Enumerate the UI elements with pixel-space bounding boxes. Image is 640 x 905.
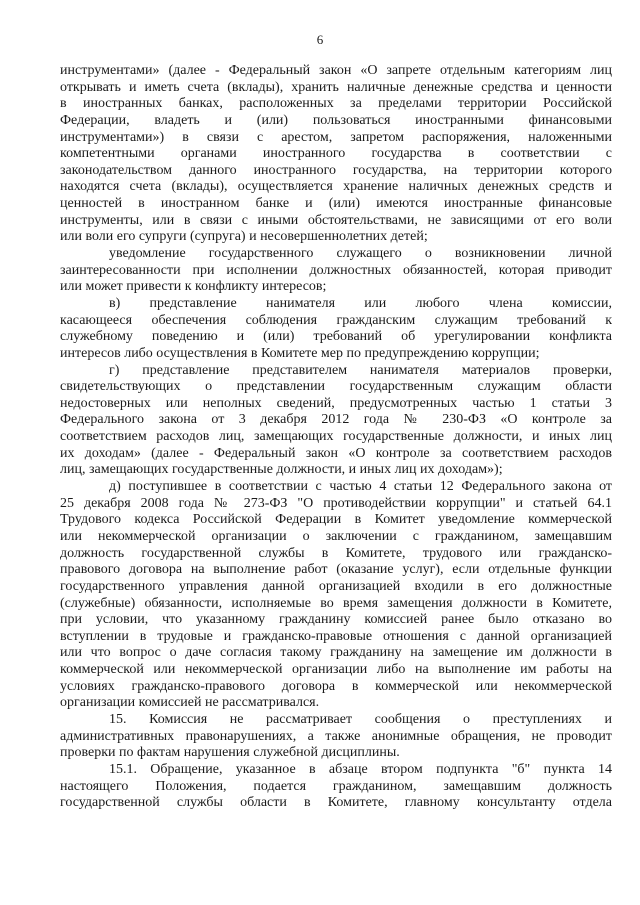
- text-line: 15. Комиссия не рассматривает сообщения о преступлениях и: [109, 711, 612, 727]
- text-line: или воли его супруги (супруга) и несовершеннолетних детей;: [60, 229, 428, 245]
- text-line: ценностей в иностранном банке и (или) имеются иностранные финансовые: [60, 196, 612, 212]
- text-line: недостоверных или неполных сведений, предусмотренных частью 1 статьи 3: [60, 395, 612, 411]
- text-line: д) поступившее в соответствии с частью 4 статьи 12 Федерального закона от: [109, 479, 612, 495]
- text-line: или может привести к конфликту интересов;: [60, 279, 327, 295]
- text-line: инструменты, или в связи с иными обстоятельствами, не зависящими от его воли: [60, 212, 612, 228]
- text-line: компетентными органами иностранного государства в соответствии с: [60, 146, 612, 162]
- text-line: свидетельствующих о представлении государственным служащим области: [60, 379, 612, 395]
- text-line: государственной службы области в Комитете, главному консультанту отдела: [60, 795, 612, 811]
- text-line: находятся счета (вклады), осуществляется хранение наличных денежных средств и: [60, 179, 612, 195]
- paragraph-p3: [60, 296, 612, 363]
- text-line: служебному поведению и (или) требований об урегулировании конфликта: [60, 329, 612, 345]
- text-line: уведомление государственного служащего о возникновении личной: [109, 246, 612, 262]
- text-line: или некоммерческой организации о заключении с гражданином, замещавшим: [60, 528, 612, 544]
- text-line: настоящего Положения, подается гражданином, замещавшим должность: [60, 778, 612, 794]
- text-line: г) представление представителем нанимателя материалов проверки,: [109, 362, 612, 378]
- text-line: Трудового кодекса Российской Федерации в Комитет уведомление коммерческой: [60, 512, 612, 528]
- text-line: 15.1. Обращение, указанное в абзаце втором подпункта "б" пункта 14: [109, 761, 612, 777]
- text-line: государственного управления данной организацией входили в его должностные: [60, 578, 612, 594]
- text-line: Федерации, владеть и (или) пользоваться иностранными финансовыми: [60, 112, 612, 128]
- text-line: в) представление нанимателя или любого члена комиссии,: [109, 295, 612, 311]
- paragraph-p6: [60, 712, 612, 762]
- text-line: инструментами») в связи с арестом, запретом распоряжения, наложенными: [60, 129, 612, 145]
- text-line: вступлении в трудовые и гражданско-правовые отношения с данной организацией: [60, 628, 612, 644]
- text-line: или что вопрос о даче согласия такому гражданину на замещение им должности в: [60, 645, 612, 661]
- paragraph-p7: [60, 762, 612, 812]
- text-line: соответствием расходов лиц, замещающих государственные должности, и иных лиц: [60, 429, 612, 445]
- text-line: заинтересованности при исполнении должностных обязанностей, которая приводит: [60, 262, 612, 278]
- paragraph-p1: [60, 63, 612, 246]
- text-line: их доходам» (далее - Федеральный закон «О контроле за соответствием расходов: [60, 445, 612, 461]
- text-line: условиях гражданско-правового договора в коммерческой или некоммерческой: [60, 678, 612, 694]
- text-line: в иностранных банках, расположенных за пределами территории Российской: [60, 96, 612, 112]
- text-line: законодательством данного иностранного государства, на территории которого: [60, 162, 612, 178]
- text-line: проверки по фактам нарушения служебной дисциплины.: [60, 745, 400, 761]
- text-line: коммерческой или некоммерческой организации либо на выполнение им работы на: [60, 662, 612, 678]
- text-line: интересов либо осуществления в Комитете мер по предупреждению коррупции;: [60, 345, 540, 361]
- text-line: лиц, замещающих государственные должности, и иных лиц их доходам»);: [60, 462, 503, 478]
- text-line: 25 декабря 2008 года № 273-ФЗ "О противодействии коррупции" и статьей 64.1: [60, 495, 612, 511]
- text-line: открывать и иметь счета (вклады), хранить наличные денежные средства и ценности: [60, 79, 612, 95]
- text-line: при условии, что указанному гражданину комиссией ранее было отказано во: [60, 612, 612, 628]
- document-body: [60, 63, 612, 812]
- text-line: правового договора на выполнение работ (оказание услуг), если отдельные функции: [60, 562, 612, 578]
- text-line: Федерального закона от 3 декабря 2012 года № 230-ФЗ «О контроле за: [60, 412, 612, 428]
- text-line: должность государственной службы в Комитете, трудового или гражданско-: [60, 545, 612, 561]
- text-line: организации комиссией не рассматривался.: [60, 695, 320, 711]
- paragraph-p2: [60, 246, 612, 296]
- text-line: (служебные) обязанности, исполняемые во время замещения должности в Комитете,: [60, 595, 612, 611]
- paragraph-p4: [60, 363, 612, 479]
- text-line: административных правонарушениях, а также анонимные обращения, не проводит: [60, 728, 612, 744]
- text-line: инструментами» (далее - Федеральный закон «О запрете отдельным категориям лиц: [60, 63, 612, 78]
- text-line: касающееся обеспечения соблюдения гражданским служащим требований к: [60, 312, 612, 328]
- page-number: 6: [316, 32, 324, 47]
- paragraph-p5: [60, 479, 612, 712]
